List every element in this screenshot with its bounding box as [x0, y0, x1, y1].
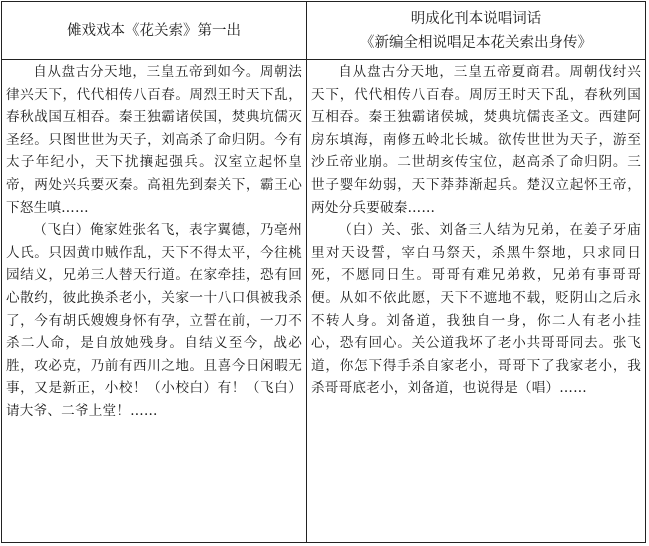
comparison-table: [1, 1, 646, 543]
left-paragraph-dialogue: （飞白）俺家姓张名飞，表字翼德，乃亳州人氏。只因黄巾贼作乱，天下不得太平，今往桃园结义，兄弟三人替天行道。在家牵挂，恐有回心散约，彼此换杀老小，关家一十八口俱被我杀了，今有胡氏嫂嫂身怀有孕，立誓在前，一刀不杀二人命，是自放她残身。自结义至今，战必胜，攻必克，乃前有西川之地。且喜今日闲暇无事，又是新正，小校！（小校白）有！（飞白）请大爷、二爷上堂！……: [6, 222, 302, 419]
left-header-title: 傩戏戏本《花关索》第一出: [67, 22, 241, 39]
right-paragraph-verse: 自从盘古分天地，三皇五帝夏商君。周朝伐纣兴天下，代代相传八百春。周厉王时天下乱，春秋列国互相吞。秦王独霸诸侯城，焚典坑儒丧圣文。西建阿房东填海，南修五岭北长城。欲传世世为天子，游至沙丘帝业崩。二世胡亥传宝位，赵高杀了命归阴。三世子婴年幼弱，天下莽莽渐起兵。楚汉立起怀王帝，两处分兵要破秦……: [311, 64, 641, 216]
left-column-body: [2, 60, 307, 542]
right-column-header: [307, 2, 645, 60]
right-column-body: [307, 60, 645, 542]
left-column-header: [2, 2, 307, 60]
right-header-line-2: 《新编全相说唱足本花关索出身传》: [360, 34, 592, 51]
left-paragraph-verse: 自从盘古分天地，三皇五帝到如今。周朝法律兴天下，代代相传八百春。周烈王时天下乱，春秋战国互相吞。秦王独霸诸侯国，焚典坑儒灭圣经。只图世世为天子，刘高杀了命归阴。今有太子年纪小，天下扰攘起强兵。汉室立起怀皇帝，两处兴兵要灭秦。高祖先到秦关下，霸王心下怒生嗔……: [6, 64, 302, 216]
right-paragraph-dialogue: （白）关、张、刘备三人结为兄弟，在姜子牙庙里对天设誓，宰白马祭天，杀黑牛祭地，只求同日死，不愿同日生。哥哥有难兄弟救，兄弟有事哥哥便。从如不依此愿，天下不遮地不载，贬阴山之后永不转人身。刘备道，我独自一身，你二人有老小挂心，恐有回心。关公道我坏了老小共哥哥同去。张飞道，你怎下得手杀自家老小，哥哥下了我家老小，我杀哥哥底老小，刘备道，也说得是（唱）……: [311, 222, 641, 397]
right-header-line-1: 明成化刊本说唱词话: [410, 10, 542, 27]
